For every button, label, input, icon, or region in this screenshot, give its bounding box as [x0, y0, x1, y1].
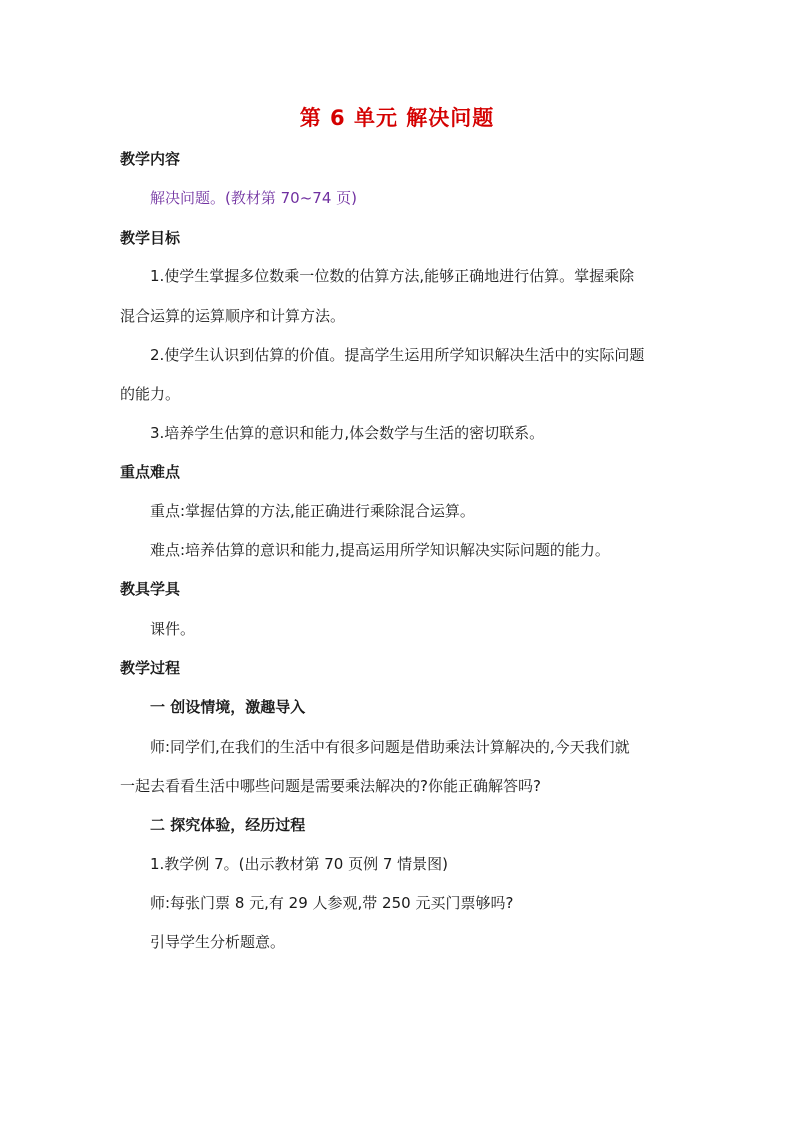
- key-point-text: 重点:掌握估算的方法,能正确进行乘除混合运算。: [150, 502, 475, 520]
- step-1-line-2: 一起去看看生活中哪些问题是需要乘法解决的?你能正确解答吗?: [120, 777, 541, 795]
- heading-teaching-tools: 教具学具: [120, 580, 181, 598]
- goal-2-line-1: 2.使学生认识到估算的价值。提高学生运用所学知识解决生活中的实际问题: [150, 346, 645, 364]
- guide-text: 引导学生分析题意。: [150, 933, 286, 951]
- goal-1-line-1: 1.使学生掌握多位数乘一位数的估算方法,能够正确地进行估算。掌握乘除: [150, 267, 635, 285]
- heading-key-points: 重点难点: [120, 463, 181, 481]
- heading-teaching-content: 教学内容: [120, 150, 181, 168]
- step-2-heading: 二 探究体验，经历过程: [150, 816, 306, 834]
- heading-teaching-goals: 教学目标: [120, 229, 181, 247]
- goal-3: 3.培养学生估算的意识和能力,体会数学与生活的密切联系。: [150, 424, 545, 442]
- goal-1-line-2: 混合运算的运算顺序和计算方法。: [120, 307, 346, 325]
- goal-2-line-2: 的能力。: [120, 385, 181, 403]
- heading-teaching-process: 教学过程: [120, 659, 181, 677]
- page-title: 第 6 单元 解决问题: [299, 106, 495, 130]
- difficult-point-text: 难点:培养估算的意识和能力,提高运用所学知识解决实际问题的能力。: [150, 541, 610, 559]
- teaching-content-text: 解决问题。(教材第 70~74 页): [150, 189, 357, 207]
- step-1-line-1: 师:同学们,在我们的生活中有很多问题是借助乘法计算解决的,今天我们就: [150, 738, 630, 756]
- example-line: 1.教学例 7。(出示教材第 70 页例 7 情景图): [150, 855, 449, 873]
- step-1-heading: 一 创设情境，激趣导入: [150, 698, 306, 716]
- teacher-question: 师:每张门票 8 元,有 29 人参观,带 250 元买门票够吗?: [150, 894, 514, 912]
- teaching-tools-text: 课件。: [150, 620, 196, 638]
